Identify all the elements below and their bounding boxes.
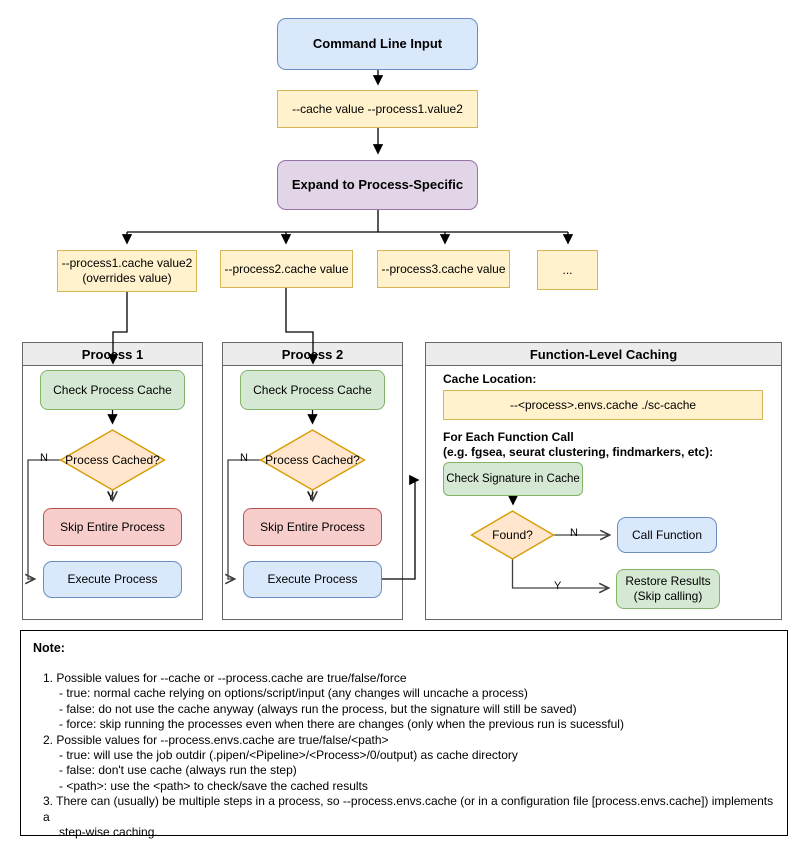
- process2-no-label: N: [240, 452, 248, 464]
- note-line: - false: don't use cache (always run the step): [59, 763, 297, 778]
- process1-skip-node: [43, 508, 182, 546]
- process1-cache-arg-line1: --process1.cache value2: [61, 256, 193, 270]
- process2-cache-arg-label: --process2.cache value: [224, 261, 349, 276]
- note-line: - force: skip running the processes even when there are changes (only when the previous run is sucessful): [59, 717, 624, 732]
- more-processes-arg-node: [537, 250, 598, 290]
- command-line-input-label: Command Line Input: [312, 35, 443, 51]
- process2-execute-node: [243, 561, 382, 598]
- process3-cache-arg-node: [377, 250, 510, 288]
- process1-yes-label: Y: [107, 491, 115, 503]
- process2-check-cache-node: [240, 370, 385, 410]
- found-no-label: N: [570, 527, 578, 539]
- note-lines: [33, 671, 775, 840]
- found-question: Found?: [492, 528, 533, 542]
- cache-location-label: Cache Location:: [443, 372, 537, 386]
- process1-no-label: N: [40, 452, 48, 464]
- restore-results-line2: (Skip calling): [633, 589, 703, 603]
- note-line: 3. There can (usually) be multiple steps in a process, so --process.envs.cache (or in a configuration file [process.envs.cache]) implements a: [43, 794, 774, 824]
- connector-arg2-to-process2: [286, 288, 313, 363]
- for-each-call-line2: (e.g. fgsea, seurat clustering, findmarkers, etc):: [443, 445, 714, 459]
- expand-label: Expand to Process-Specific: [291, 176, 464, 192]
- check-signature-node: [443, 462, 583, 496]
- note-line: - <path>: use the <path> to check/save the cached results: [59, 778, 368, 793]
- process2-execute-label: Execute Process: [267, 572, 358, 586]
- call-function-node: [617, 517, 717, 553]
- note-line: 2. Possible values for --process.envs.cache are true/false/<path>: [43, 732, 389, 747]
- cache-location-node: [443, 390, 763, 420]
- process2-cached-question: Process Cached?: [265, 453, 360, 467]
- process1-check-cache-label: Check Process Cache: [53, 382, 172, 397]
- process2-title: Process 2: [281, 346, 344, 362]
- note-line: - false: do not use the cache anyway (always run the process, but the signature will still be saved): [59, 701, 577, 716]
- process2-skip-label: Skip Entire Process: [260, 519, 365, 534]
- note-line: - true: will use the job outdir (.pipen/<Pipeline>/<Process>/0/output) as cache directory: [59, 748, 518, 763]
- process2-skip-node: [243, 508, 382, 546]
- process1-check-cache-node: [40, 370, 185, 410]
- note-heading: Note:: [33, 641, 65, 655]
- note-line: 1. Possible values for --cache or --process.cache are true/false/force: [43, 671, 407, 685]
- note-box: [20, 630, 788, 840]
- process1-execute-node: [43, 561, 182, 598]
- process3-cache-arg-label: --process3.cache value: [381, 261, 506, 276]
- restore-results-node: [616, 569, 720, 609]
- process1-cache-arg-line2: (overrides value): [82, 271, 172, 285]
- connector-arg1-to-process1: [113, 292, 127, 363]
- connector-execute2-to-function-caching: [382, 480, 418, 579]
- cache-location-value: --<process>.envs.cache ./sc-cache: [509, 397, 697, 412]
- cli-args-label: --cache value --process1.value2: [292, 101, 463, 116]
- more-processes-arg-label: ...: [562, 262, 573, 277]
- process1-execute-label: Execute Process: [67, 572, 158, 586]
- process1-title: Process 1: [81, 346, 144, 362]
- process2-cache-arg-node: [220, 250, 353, 288]
- check-signature-label: Check Signature in Cache: [446, 472, 580, 485]
- process1-cached-question: Process Cached?: [65, 453, 160, 467]
- found-yes-label: Y: [554, 580, 562, 592]
- process2-check-cache-label: Check Process Cache: [253, 382, 372, 397]
- function-caching-title: Function-Level Caching: [529, 346, 678, 362]
- note-line: step-wise caching.: [59, 825, 158, 840]
- connector-expand-tree: [127, 210, 568, 232]
- restore-results-line1: Restore Results: [625, 574, 711, 588]
- process2-yes-label: Y: [307, 491, 315, 503]
- expand-node: [277, 160, 478, 210]
- command-line-input-node: [277, 18, 478, 70]
- note-line: - true: normal cache relying on options/script/input (any changes will uncache a process): [59, 686, 528, 701]
- process1-cache-arg-node: [57, 250, 197, 292]
- call-function-label: Call Function: [631, 527, 703, 542]
- cli-args-node: [277, 90, 478, 128]
- process1-skip-label: Skip Entire Process: [60, 519, 165, 534]
- for-each-call-line1: For Each Function Call: [443, 430, 574, 444]
- main-connectors: [113, 70, 569, 579]
